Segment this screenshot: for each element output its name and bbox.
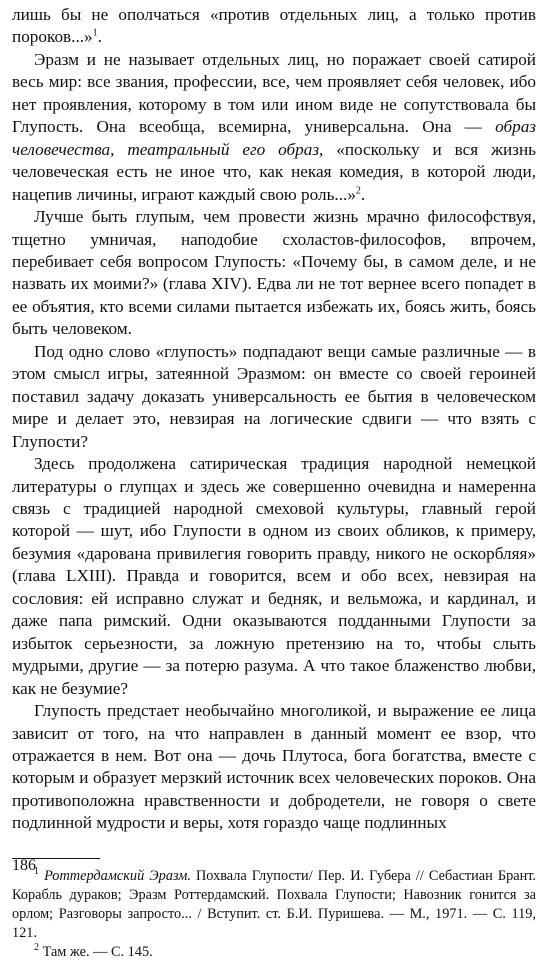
text-span: . — [360, 184, 366, 204]
text-span: Глупость предстает необычайно многоликой, и выражение ее лица зависит от того, на что направлен в данный момент ее взор, что отражается в нем. Вот она — дочь Плутоса, бога богатства, вместе с которым и образует мерзкий источник всех человеческих пороков. Она противоположна нравственности и добродетели, не говоря о свете подлинной мудрости и веры, хотя гораздо чаще подлинных — [12, 701, 536, 833]
paragraph — [12, 341, 536, 453]
paragraph — [12, 4, 536, 49]
text-span: лишь бы не ополчаться «против отдельных лиц, а только против пороков...» — [12, 5, 536, 47]
page-number: 186 — [12, 857, 36, 874]
main-text — [12, 4, 536, 835]
footnote-ref-2: 2 — [355, 184, 361, 196]
text-span: Там же. — С. 145. — [39, 943, 153, 960]
italic-phrase: образ человечества, театральный его образ — [12, 117, 536, 159]
paragraph — [12, 453, 536, 700]
footnote-ref-1: 1 — [92, 27, 98, 39]
paragraph — [12, 206, 536, 341]
paragraph — [12, 49, 536, 206]
text-span: Похвала Глупости/ Пер. И. Губера // Себастиан Брант. Корабль дураков; Эразм Роттердамский. Похвала Глупости; Навозник гонится за орлом; Разговоры запросто... / Вступит. ст. Б.И. Пуришева. — М., 1971. — С. 119, 121. — [12, 867, 536, 941]
footnote — [12, 943, 536, 962]
footnote-author: Роттердамский Эразм. — [44, 867, 191, 884]
text-span: Под одно слово «глупость» подпадают вещи самые различные — в этом смысл игры, затеянной Эразмом: он вместе со своей героиней поставил задачу доказать универсальность ее бытия в человеческом мире и делает это, невзирая на логические сдвиги — что взять с Глупости? — [12, 341, 536, 451]
footnote — [12, 867, 536, 943]
text-span: Эразм и не называет отдельных лиц, но поражает своей сатирой весь мир: все звания, профессии, все, чем проявляет себя человек, ибо нет проявления, которому в том или ином виде не сопутствовала бы Глупость. Она всеобща, всемирна, универсальна. Она — — [12, 49, 536, 137]
footnotes — [12, 867, 536, 962]
text-span: , «поскольку и вся жизнь человеческая есть не иное что, как некая комедия, в которой люди, нацепив личины, играют каждый свою роль...» — [12, 139, 536, 204]
text-span: Здесь продолжена сатирическая традиция народной немецкой литературы о глупцах и здесь же совершенно очевидна и намеренна связь с традицией народной смеховой культуры, главный герой которой — шут, ибо Глупости в одном из своих обликов, к примеру, безумия «дарована привилегия говорить правду, никого не оскорбляя» (глава LXIII). Правда и говорится, всем и обо всех, невзирая на сословия: ей исправно служат и бедняк, и вельможа, и кардинал, и даже папа римский. Одни оказываются подданными Глупости за избыток серьезности, за ложную претензию на то, чтобы слыть мудрыми, другие — за потерю разума. А что такое блаженство любви, как не безумие? — [12, 454, 536, 698]
text-span: . — [97, 27, 102, 47]
text-span: Лучше быть глупым, чем провести жизнь мрачно философствуя, тщетно умничая, наподобие схоластов-философов, впрочем, перебивает себя вопросом Глупость: «Почему бы, в самом деле, и не назвать их моими?» (глава XIV). Едва ли не тот вернее всего попадет в ее объятия, кто всеми силами пытается избежать их, боясь жить, боясь быть человеком. — [12, 207, 536, 339]
paragraph — [12, 700, 536, 835]
footnote-marker-2: 2 — [34, 942, 39, 953]
footnote-marker-1: 1 — [34, 866, 39, 877]
